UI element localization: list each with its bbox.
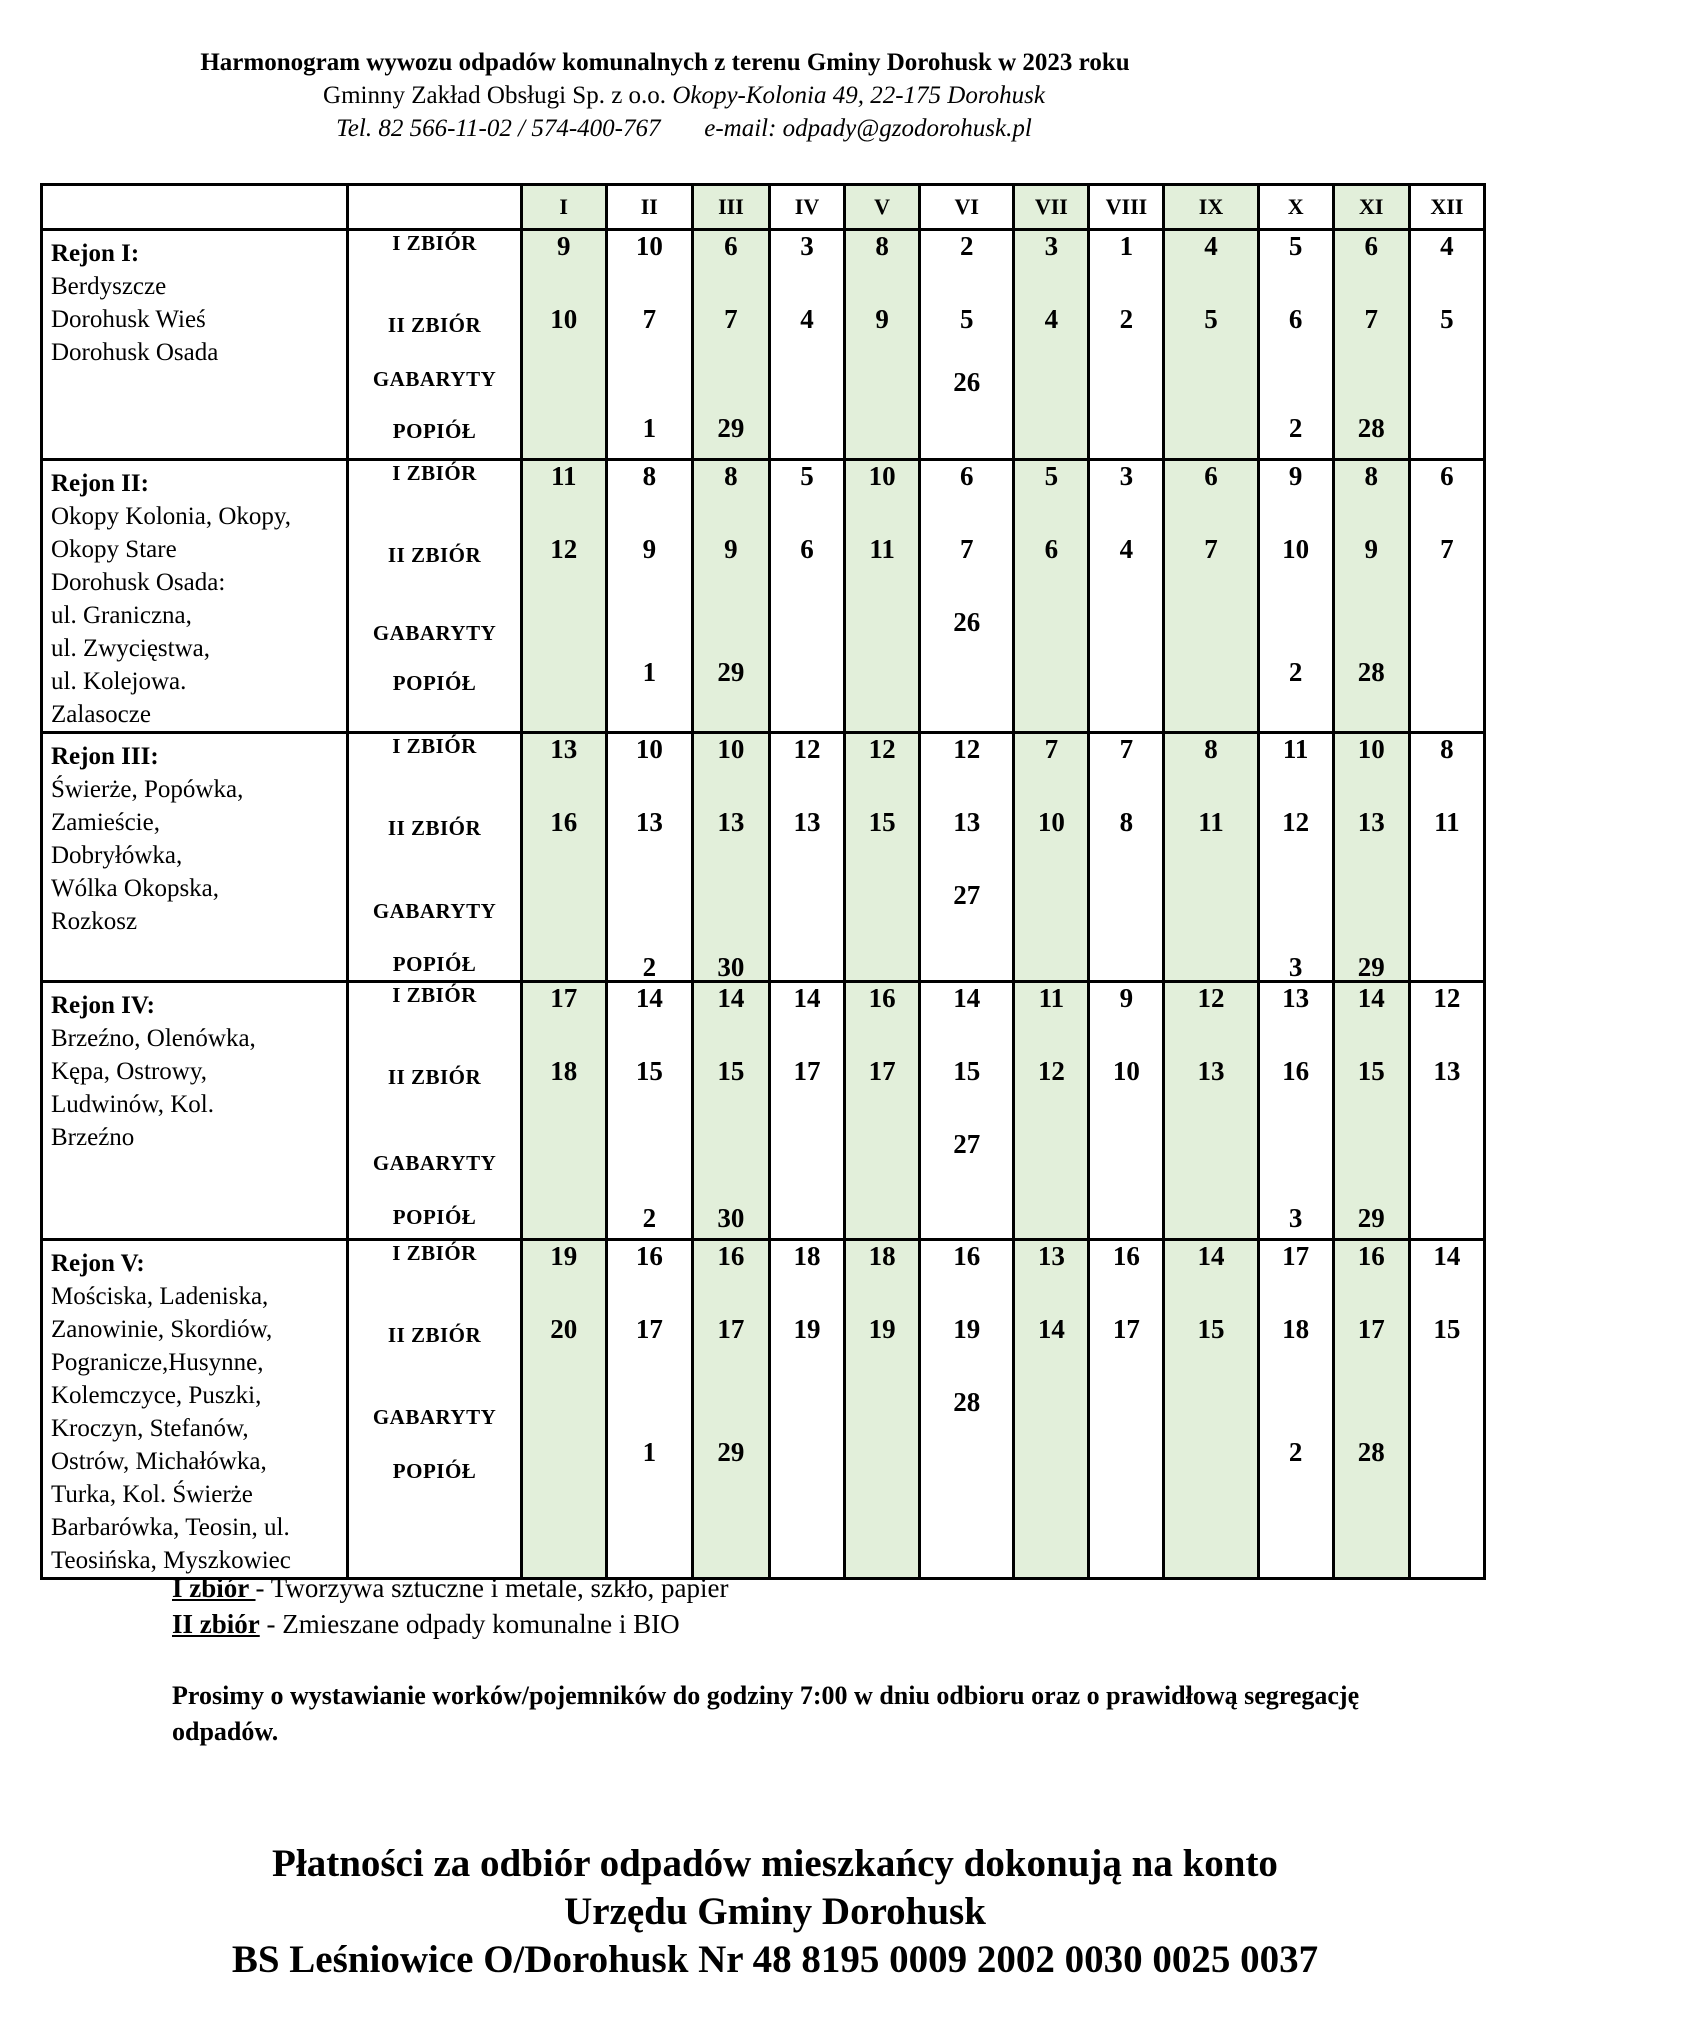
month-cell — [1409, 733, 1484, 982]
month-header-1: I — [521, 185, 606, 230]
region-towns: Świerże, Popówka, Zamieście, Dobryłówka, Wólka Okopska, Rozkosz — [51, 776, 244, 935]
region-name: Rejon II: — [51, 470, 149, 497]
collection-day-i-zbior: 10 — [635, 734, 663, 764]
month-cell — [1333, 733, 1409, 982]
month-cell — [769, 230, 844, 460]
month-cell — [1164, 460, 1258, 733]
month-header-4: IV — [769, 185, 844, 230]
month-header-11: XI — [1333, 185, 1409, 230]
collection-day-popiol: 28 — [1357, 1437, 1385, 1467]
month-cell — [1409, 230, 1484, 460]
month-cell — [692, 460, 769, 733]
region-row — [42, 733, 1485, 982]
payment-info — [0, 1840, 1550, 1984]
collection-day-i-zbior: 18 — [793, 1241, 821, 1271]
collection-type-label: II ZBIÓR — [387, 1065, 482, 1089]
collection-day-ii-zbior: 15 — [635, 1056, 663, 1086]
collection-day-i-zbior: 14 — [793, 983, 821, 1013]
region-towns: Brzeźno, Olenówka, Kępa, Ostrowy, Ludwinów, Kol. Brzeźno — [51, 1025, 256, 1151]
collection-type-label: I ZBIÓR — [392, 461, 477, 485]
collection-day-ii-zbior: 13 — [1357, 807, 1385, 837]
collection-day-ii-zbior: 12 — [550, 534, 578, 564]
region-cell — [42, 733, 348, 982]
collection-day-popiol: 2 — [1288, 657, 1303, 687]
collection-day-popiol: 29 — [717, 1437, 745, 1467]
month-cell — [521, 230, 606, 460]
collection-type-cell — [348, 733, 521, 982]
month-cell — [845, 230, 920, 460]
collection-day-ii-zbior: 7 — [1364, 304, 1378, 334]
collection-day-i-zbior: 6 — [1440, 461, 1454, 491]
collection-day-ii-zbior: 15 — [1357, 1056, 1385, 1086]
collection-day-i-zbior: 5 — [1044, 461, 1059, 491]
collection-type-label: II ZBIÓR — [387, 313, 482, 337]
month-header-7: VII — [1014, 185, 1089, 230]
month-header-2: II — [606, 185, 692, 230]
month-cell — [1014, 982, 1089, 1240]
month-header-row — [42, 185, 1485, 230]
collection-notice: Prosimy o wystawianie worków/pojemników do godziny 7:00 w dniu odbioru oraz o prawidłową segregację odpadów. — [172, 1681, 1360, 1746]
collection-day-i-zbior: 14 — [1197, 1241, 1225, 1271]
phone-numbers: Tel. 82 566-11-02 / 574-400-767 — [336, 115, 661, 142]
collection-day-ii-zbior: 7 — [959, 534, 974, 564]
collection-type-label: GABARYTY — [372, 1405, 497, 1429]
collection-type-cell — [348, 1240, 521, 1579]
month-cell — [1164, 982, 1258, 1240]
collection-day-ii-zbior: 7 — [642, 304, 657, 334]
legend-i-zbior — [172, 1570, 728, 1606]
collection-day-ii-zbior: 9 — [642, 534, 657, 564]
month-cell — [920, 460, 1014, 733]
legend-i-key: I zbiór — [172, 1573, 256, 1603]
collection-type-label: POPIÓŁ — [392, 1205, 477, 1229]
month-cell — [769, 733, 844, 982]
collection-day-ii-zbior: 12 — [1282, 807, 1310, 837]
month-header-9: IX — [1164, 185, 1258, 230]
collection-day-ii-zbior: 11 — [1434, 807, 1460, 837]
region-row — [42, 982, 1485, 1240]
collection-day-popiol: 28 — [1357, 657, 1385, 687]
month-cell — [1089, 1240, 1164, 1579]
collection-day-ii-zbior: 11 — [1198, 807, 1224, 837]
month-cell — [845, 982, 920, 1240]
collection-day-i-zbior: 13 — [1282, 983, 1310, 1013]
month-cell — [1089, 733, 1164, 982]
collection-day-ii-zbior: 5 — [959, 304, 974, 334]
collection-day-ii-zbior: 13 — [635, 807, 663, 837]
collection-day-i-zbior: 14 — [635, 983, 663, 1013]
month-cell — [1333, 460, 1409, 733]
collection-day-popiol: 2 — [642, 1203, 657, 1233]
collection-day-i-zbior: 4 — [1440, 231, 1454, 261]
collection-day-popiol: 2 — [642, 952, 657, 982]
collection-day-ii-zbior: 13 — [717, 807, 745, 837]
month-cell — [1258, 982, 1333, 1240]
collection-day-i-zbior: 13 — [550, 734, 578, 764]
collection-day-ii-zbior: 7 — [1204, 534, 1218, 564]
collection-type-label: I ZBIÓR — [392, 231, 477, 255]
type-header-cell — [348, 185, 521, 230]
collection-day-i-zbior: 16 — [635, 1241, 663, 1271]
collection-day-ii-zbior: 13 — [1197, 1056, 1225, 1086]
month-header-6: VI — [920, 185, 1014, 230]
month-header-12: XII — [1409, 185, 1484, 230]
month-cell — [606, 1240, 692, 1579]
payment-bank-account: BS Leśniowice O/Dorohusk Nr 48 8195 0009 2002 0030 0025 0037 — [231, 1938, 1319, 1981]
collection-day-i-zbior: 16 — [868, 983, 896, 1013]
collection-day-i-zbior: 12 — [793, 734, 821, 764]
collection-day-ii-zbior: 10 — [1282, 534, 1310, 564]
collection-day-gabaryty: 28 — [953, 1387, 981, 1417]
month-cell — [1089, 982, 1164, 1240]
schedule-table — [40, 183, 1486, 1580]
collection-day-i-zbior: 10 — [635, 231, 663, 261]
month-cell — [521, 460, 606, 733]
collection-day-ii-zbior: 9 — [875, 304, 889, 334]
collection-day-i-zbior: 10 — [868, 461, 896, 491]
collection-day-popiol: 3 — [1288, 952, 1303, 982]
collection-day-ii-zbior: 5 — [1440, 304, 1454, 334]
month-cell — [1014, 460, 1089, 733]
collection-type-label: GABARYTY — [372, 899, 497, 923]
region-row — [42, 230, 1485, 460]
month-cell — [769, 460, 844, 733]
month-cell — [769, 1240, 844, 1579]
month-cell — [1089, 230, 1164, 460]
collection-day-popiol: 29 — [1357, 952, 1385, 982]
collection-day-i-zbior: 16 — [953, 1241, 981, 1271]
legend-i-text: - Tworzywa sztuczne i metale, szkło, papier — [255, 1573, 729, 1603]
month-cell — [692, 230, 769, 460]
collection-day-ii-zbior: 8 — [1119, 807, 1134, 837]
collection-day-ii-zbior: 7 — [1440, 534, 1454, 564]
collection-day-ii-zbior: 9 — [724, 534, 738, 564]
collection-day-ii-zbior: 16 — [1282, 1056, 1310, 1086]
collection-type-label: I ZBIÓR — [392, 983, 477, 1007]
collection-day-i-zbior: 3 — [800, 231, 814, 261]
collection-day-i-zbior: 14 — [717, 983, 745, 1013]
collection-day-gabaryty: 26 — [953, 367, 981, 397]
collection-day-ii-zbior: 4 — [1119, 534, 1134, 564]
collection-type-label: POPIÓŁ — [392, 419, 477, 443]
month-cell — [1014, 733, 1089, 982]
collection-day-ii-zbior: 10 — [550, 304, 578, 334]
region-cell — [42, 460, 348, 733]
collection-day-i-zbior: 1 — [1119, 231, 1134, 261]
month-cell — [769, 982, 844, 1240]
collection-day-ii-zbior: 7 — [724, 304, 738, 334]
month-cell — [920, 1240, 1014, 1579]
collection-day-ii-zbior: 15 — [717, 1056, 745, 1086]
collection-day-popiol: 1 — [642, 1437, 657, 1467]
collection-day-ii-zbior: 18 — [1282, 1314, 1310, 1344]
collection-day-i-zbior: 9 — [1119, 983, 1134, 1013]
collection-day-ii-zbior: 17 — [793, 1056, 821, 1086]
collection-day-ii-zbior: 9 — [1364, 534, 1378, 564]
collection-type-label: II ZBIÓR — [387, 1323, 482, 1347]
month-cell — [606, 982, 692, 1240]
month-cell — [606, 733, 692, 982]
month-cell — [1258, 733, 1333, 982]
month-cell — [606, 460, 692, 733]
collection-day-ii-zbior: 4 — [1044, 304, 1059, 334]
collection-day-i-zbior: 17 — [1282, 1241, 1310, 1271]
collection-type-label: II ZBIÓR — [387, 543, 482, 567]
month-cell — [1164, 230, 1258, 460]
month-header-3: III — [692, 185, 769, 230]
collection-day-ii-zbior: 6 — [1044, 534, 1059, 564]
collection-day-ii-zbior: 4 — [800, 304, 814, 334]
collection-day-ii-zbior: 15 — [953, 1056, 981, 1086]
month-cell — [1333, 230, 1409, 460]
legend — [172, 1570, 728, 1642]
collection-day-ii-zbior: 13 — [953, 807, 981, 837]
collection-day-i-zbior: 16 — [717, 1241, 745, 1271]
collection-day-i-zbior: 3 — [1119, 461, 1134, 491]
collection-day-ii-zbior: 5 — [1204, 304, 1218, 334]
region-towns: Mościska, Ladeniska, Zanowinie, Skordiów, Pogranicze,Husynne, Kolemczyce, Puszki, Kroczyn, Stefanów, Ostrów, Michałówka, Turka, Kol. Świerże Barbarówka, Teosin, ul. Teosińska, Myszkowiec — [51, 1283, 291, 1574]
month-cell — [1089, 460, 1164, 733]
collection-day-ii-zbior: 16 — [550, 807, 578, 837]
collection-day-ii-zbior: 2 — [1119, 304, 1134, 334]
collection-type-label: GABARYTY — [372, 621, 497, 645]
collection-day-popiol: 29 — [717, 657, 745, 687]
collection-type-label: GABARYTY — [372, 367, 497, 391]
collection-day-i-zbior: 4 — [1204, 231, 1218, 261]
collection-day-i-zbior: 7 — [1119, 734, 1134, 764]
month-header-10: X — [1258, 185, 1333, 230]
collection-type-cell — [348, 460, 521, 733]
collection-day-popiol: 30 — [717, 952, 745, 982]
collection-day-ii-zbior: 18 — [550, 1056, 578, 1086]
legend-ii-text: - Zmieszane odpady komunalne i BIO — [259, 1609, 680, 1639]
legend-ii-key: II zbiór — [172, 1609, 260, 1639]
collection-day-ii-zbior: 19 — [793, 1314, 821, 1344]
collection-day-i-zbior: 19 — [550, 1241, 578, 1271]
collection-day-i-zbior: 6 — [1364, 231, 1378, 261]
collection-day-popiol: 2 — [1288, 1437, 1303, 1467]
month-cell — [1258, 1240, 1333, 1579]
month-cell — [920, 733, 1014, 982]
collection-day-i-zbior: 10 — [1357, 734, 1385, 764]
collection-day-i-zbior: 12 — [868, 734, 896, 764]
collection-day-popiol: 29 — [1357, 1203, 1385, 1233]
collection-day-popiol: 2 — [1288, 413, 1303, 443]
collection-day-i-zbior: 3 — [1044, 231, 1059, 261]
collection-day-i-zbior: 5 — [1288, 231, 1303, 261]
month-cell — [1333, 982, 1409, 1240]
collection-day-i-zbior: 8 — [642, 461, 657, 491]
collection-day-ii-zbior: 12 — [1037, 1056, 1065, 1086]
collection-day-i-zbior: 17 — [550, 983, 578, 1013]
collection-day-gabaryty: 26 — [953, 607, 981, 637]
region-header-cell — [42, 185, 348, 230]
collection-type-label: I ZBIÓR — [392, 734, 477, 758]
collection-day-ii-zbior: 14 — [1037, 1314, 1065, 1344]
month-cell — [1258, 460, 1333, 733]
collection-day-ii-zbior: 17 — [868, 1056, 896, 1086]
collection-day-i-zbior: 9 — [1288, 461, 1303, 491]
collection-day-ii-zbior: 13 — [1433, 1056, 1461, 1086]
region-row — [42, 460, 1485, 733]
collection-day-i-zbior: 13 — [1037, 1241, 1065, 1271]
month-cell — [692, 1240, 769, 1579]
collection-day-ii-zbior: 20 — [550, 1314, 578, 1344]
region-towns: Okopy Kolonia, Okopy, Okopy Stare Dorohusk Osada: ul. Graniczna, ul. Zwycięstwa, ul. Kolejowa. Zalasocze — [51, 503, 292, 728]
collection-day-i-zbior: 8 — [1364, 461, 1378, 491]
month-cell — [1258, 230, 1333, 460]
month-cell — [1333, 1240, 1409, 1579]
collection-day-popiol: 3 — [1288, 1203, 1303, 1233]
collection-day-i-zbior: 6 — [959, 461, 974, 491]
region-towns: Berdyszcze Dorohusk Wieś Dorohusk Osada — [51, 273, 219, 366]
collection-day-ii-zbior: 17 — [717, 1314, 745, 1344]
month-cell — [521, 733, 606, 982]
collection-day-i-zbior: 14 — [1357, 983, 1385, 1013]
collection-day-ii-zbior: 17 — [1357, 1314, 1385, 1344]
month-cell — [1409, 1240, 1484, 1579]
collection-type-label: POPIÓŁ — [392, 952, 477, 976]
month-cell — [845, 460, 920, 733]
collection-day-ii-zbior: 15 — [1433, 1314, 1461, 1344]
collection-day-i-zbior: 18 — [868, 1241, 896, 1271]
collection-day-i-zbior: 12 — [953, 734, 981, 764]
month-cell — [845, 733, 920, 982]
collection-day-i-zbior: 8 — [875, 231, 889, 261]
region-row — [42, 1240, 1485, 1579]
collection-day-i-zbior: 14 — [1433, 1241, 1461, 1271]
region-cell — [42, 230, 348, 460]
document-header — [0, 46, 1330, 145]
collection-type-cell — [348, 230, 521, 460]
collection-day-popiol: 1 — [642, 657, 657, 687]
month-cell — [1164, 1240, 1258, 1579]
collection-day-ii-zbior: 6 — [1288, 304, 1303, 334]
collection-day-i-zbior: 16 — [1112, 1241, 1140, 1271]
collection-day-ii-zbior: 17 — [635, 1314, 663, 1344]
collection-day-gabaryty: 27 — [953, 1129, 981, 1159]
collection-day-gabaryty: 27 — [953, 880, 981, 910]
region-name: Rejon IV: — [51, 992, 155, 1019]
collection-day-i-zbior: 6 — [1204, 461, 1218, 491]
collection-day-i-zbior: 6 — [724, 231, 738, 261]
collection-day-ii-zbior: 11 — [869, 534, 895, 564]
email-address: e-mail: odpady@gzodorohusk.pl — [704, 115, 1032, 142]
collection-day-ii-zbior: 19 — [868, 1314, 896, 1344]
collection-day-ii-zbior: 19 — [953, 1314, 981, 1344]
month-cell — [920, 230, 1014, 460]
month-header-8: VIII — [1089, 185, 1164, 230]
company-name: Gminny Zakład Obsługi Sp. z o.o. — [323, 82, 667, 109]
region-cell — [42, 982, 348, 1240]
collection-day-i-zbior: 11 — [1038, 983, 1065, 1013]
collection-day-i-zbior: 5 — [800, 461, 814, 491]
company-line — [38, 79, 1330, 112]
collection-type-label: I ZBIÓR — [392, 1241, 477, 1265]
collection-day-ii-zbior: 10 — [1037, 807, 1065, 837]
collection-day-i-zbior: 2 — [959, 231, 974, 261]
collection-day-i-zbior: 8 — [1440, 734, 1454, 764]
legend-ii-zbior — [172, 1606, 728, 1642]
collection-type-label: POPIÓŁ — [392, 671, 477, 695]
month-cell — [692, 982, 769, 1240]
collection-day-i-zbior: 14 — [953, 983, 981, 1013]
collection-day-i-zbior: 12 — [1433, 983, 1461, 1013]
collection-day-i-zbior: 9 — [556, 231, 571, 261]
document-title: Harmonogram wywozu odpadów komunalnych z terenu Gminy Dorohusk w 2023 roku — [200, 49, 1130, 76]
month-cell — [1409, 982, 1484, 1240]
collection-day-popiol: 30 — [717, 1203, 745, 1233]
collection-day-i-zbior: 12 — [1197, 983, 1225, 1013]
collection-day-ii-zbior: 17 — [1112, 1314, 1140, 1344]
month-cell — [1014, 1240, 1089, 1579]
collection-day-i-zbior: 11 — [1282, 734, 1309, 764]
month-cell — [1409, 460, 1484, 733]
collection-type-label: POPIÓŁ — [392, 1459, 477, 1483]
collection-day-i-zbior: 7 — [1044, 734, 1059, 764]
month-cell — [692, 733, 769, 982]
payment-line-1: Płatności za odbiór odpadów mieszkańcy dokonują na konto — [272, 1842, 1278, 1885]
collection-day-popiol: 28 — [1357, 413, 1385, 443]
collection-day-popiol: 1 — [642, 413, 657, 443]
contact-line — [38, 112, 1330, 145]
collection-day-i-zbior: 8 — [1204, 734, 1218, 764]
collection-day-ii-zbior: 10 — [1112, 1056, 1140, 1086]
month-cell — [521, 982, 606, 1240]
collection-day-i-zbior: 10 — [717, 734, 745, 764]
month-cell — [845, 1240, 920, 1579]
collection-day-i-zbior: 16 — [1357, 1241, 1385, 1271]
region-name: Rejon V: — [51, 1250, 145, 1277]
region-name: Rejon I: — [51, 240, 140, 267]
region-name: Rejon III: — [51, 743, 159, 770]
region-cell — [42, 1240, 348, 1579]
collection-type-label: GABARYTY — [372, 1151, 497, 1175]
month-cell — [1164, 733, 1258, 982]
month-header-5: V — [845, 185, 920, 230]
month-cell — [606, 230, 692, 460]
collection-day-ii-zbior: 13 — [793, 807, 821, 837]
collection-type-label: II ZBIÓR — [387, 816, 482, 840]
month-cell — [920, 982, 1014, 1240]
payment-line-2: Urzędu Gminy Dorohusk — [564, 1890, 986, 1933]
collection-type-cell — [348, 982, 521, 1240]
collection-day-i-zbior: 8 — [724, 461, 738, 491]
collection-day-i-zbior: 11 — [550, 461, 577, 491]
collection-day-ii-zbior: 15 — [1197, 1314, 1225, 1344]
collection-day-ii-zbior: 15 — [868, 807, 896, 837]
company-address: Okopy-Kolonia 49, 22-175 Dorohusk — [672, 82, 1045, 109]
month-cell — [521, 1240, 606, 1579]
month-cell — [1014, 230, 1089, 460]
collection-day-ii-zbior: 6 — [800, 534, 814, 564]
collection-day-popiol: 29 — [717, 413, 745, 443]
